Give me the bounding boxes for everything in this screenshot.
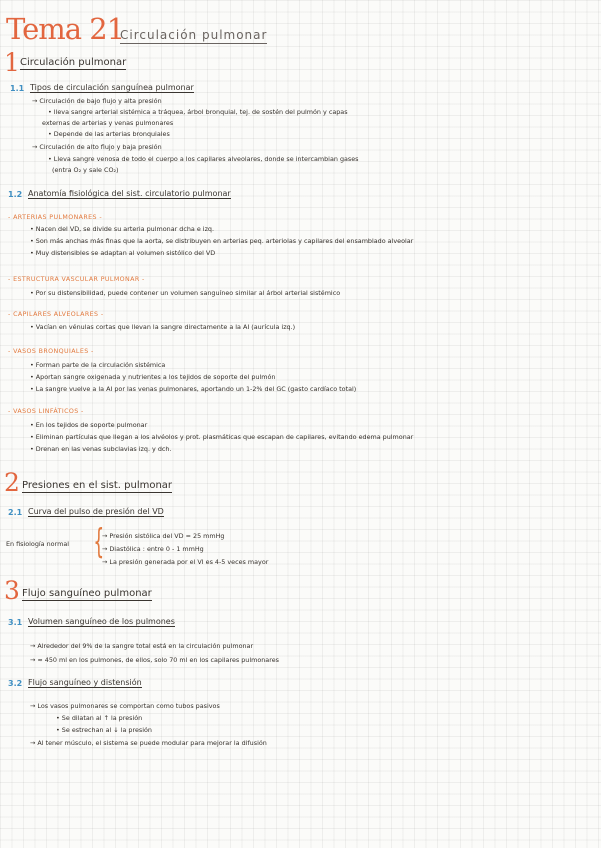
section-1-title: Circulación pulmonar (20, 57, 127, 68)
text-line: • La sangre vuelve a la AI por las venas pulmonares, aportando un 1-2% del GC (gasto cardíaco total) (30, 385, 357, 393)
subsection-3-2-title: Flujo sanguíneo y distensión (28, 678, 142, 687)
subsection-3-2-number: 3.2 (8, 679, 23, 688)
section-1-number: 1 (4, 48, 20, 77)
text-line: • Forman parte de la circulación sistémica (30, 361, 166, 369)
text-line: • Se estrechan al ↓ la presión (56, 726, 152, 734)
subsection-1-1-title: Tipos de circulación sanguínea pulmonar (30, 83, 194, 92)
text-line: → Presión sistólica del VD = 25 mmHg (102, 532, 225, 540)
text-line: → Diastólica : entre 0 - 1 mmHg (102, 545, 204, 553)
text-line: → Circulación de alto flujo y baja presión (32, 143, 162, 151)
section-3-number: 3 (4, 576, 20, 605)
category-heading: - CAPILARES ALVEOLARES - (8, 311, 104, 318)
category-heading: - VASOS BRONQUIALES - (8, 348, 94, 355)
text-line: → Los vasos pulmonares se comportan como tubos pasivos (30, 702, 220, 710)
subsection-1-2-title: Anatomía fisiológica del sist. circulatorio pulmonar (28, 189, 231, 198)
text-line: • Son más anchas más finas que la aorta, se distribuyen en arterias peq. arteriolas y capilares del ensamblado alveolar (30, 237, 414, 245)
text-line: • Depende de las arterias bronquiales (48, 130, 170, 138)
text-line: • Eliminan partículas que llegan a los alvéolos y prot. plasmáticas que escapan de capilares, evitando edema pulmonar (30, 433, 414, 441)
section-2-title: Presiones en el sist. pulmonar (22, 480, 173, 491)
text-line: • lleva sangre arterial sistémica a tráquea, árbol bronquial, tej. de sostén del pulmón y capas (48, 108, 348, 116)
category-heading: - ESTRUCTURA VASCULAR PULMONAR - (8, 276, 145, 283)
subsection-1-2-number: 1.2 (8, 190, 23, 199)
text-line: → ≈ 450 ml en los pulmones, de ellos, solo 70 ml en los capilares pulmonares (30, 656, 279, 664)
text-line: → Al tener músculo, el sistema se puede modular para mejorar la difusión (30, 739, 267, 747)
text-line: externas de arterias y venas pulmonares (42, 119, 174, 127)
subsection-3-1-number: 3.1 (8, 618, 23, 627)
text-line: • Aportan sangre oxigenada y nutrientes a los tejidos de soporte del pulmón (30, 373, 276, 381)
text-line: → Circulación de bajo flujo y alta presión (32, 97, 162, 105)
subsection-2-1-title: Curva del pulso de presión del VD (28, 507, 164, 516)
brace-icon: { (93, 522, 105, 562)
category-heading: - ARTERIAS PULMONARES - (8, 214, 103, 221)
text-line: • Nacen del VD, se divide su arteria pulmonar dcha e izq. (30, 225, 215, 233)
text-line: • Se dilatan al ↑ la presión (56, 714, 143, 722)
text-line: • Lleva sangre venosa de todo el cuerpo a los capilares alveolares, donde se intercambian gases (48, 155, 359, 163)
text-line: En fisiología normal (6, 540, 70, 548)
text-line: • Drenan en las venas subclavias izq. y dch. (30, 445, 172, 453)
section-2-number: 2 (4, 468, 20, 497)
text-line: • En los tejidos de soporte pulmonar (30, 421, 148, 429)
section-3-title: Flujo sanguíneo pulmonar (22, 588, 152, 599)
text-line: (entra O₂ y sale CO₂) (52, 166, 119, 174)
text-line: → Alrededor del 9% de la sangre total está en la circulación pulmonar (30, 642, 254, 650)
text-line: • Muy distensibles se adaptan al volumen sistólico del VD (30, 249, 216, 257)
page-subtitle: Circulación pulmonar (120, 28, 268, 42)
text-line: • Por su distensibilidad, puede contener un volumen sanguíneo similar al árbol arterial sistémico (30, 289, 341, 297)
subsection-1-1-number: 1.1 (10, 84, 25, 93)
text-line: → La presión generada por el VI es 4-5 veces mayor (102, 558, 269, 566)
subsection-3-1-title: Volumen sanguíneo de los pulmones (28, 617, 175, 626)
category-heading: - VASOS LINFÁTICOS - (8, 408, 84, 415)
subsection-2-1-number: 2.1 (8, 508, 23, 517)
text-line: • Vacían en vénulas cortas que llevan la sangre directamente a la AI (aurícula izq.) (30, 323, 296, 331)
page-title: Tema 21 (6, 12, 125, 46)
